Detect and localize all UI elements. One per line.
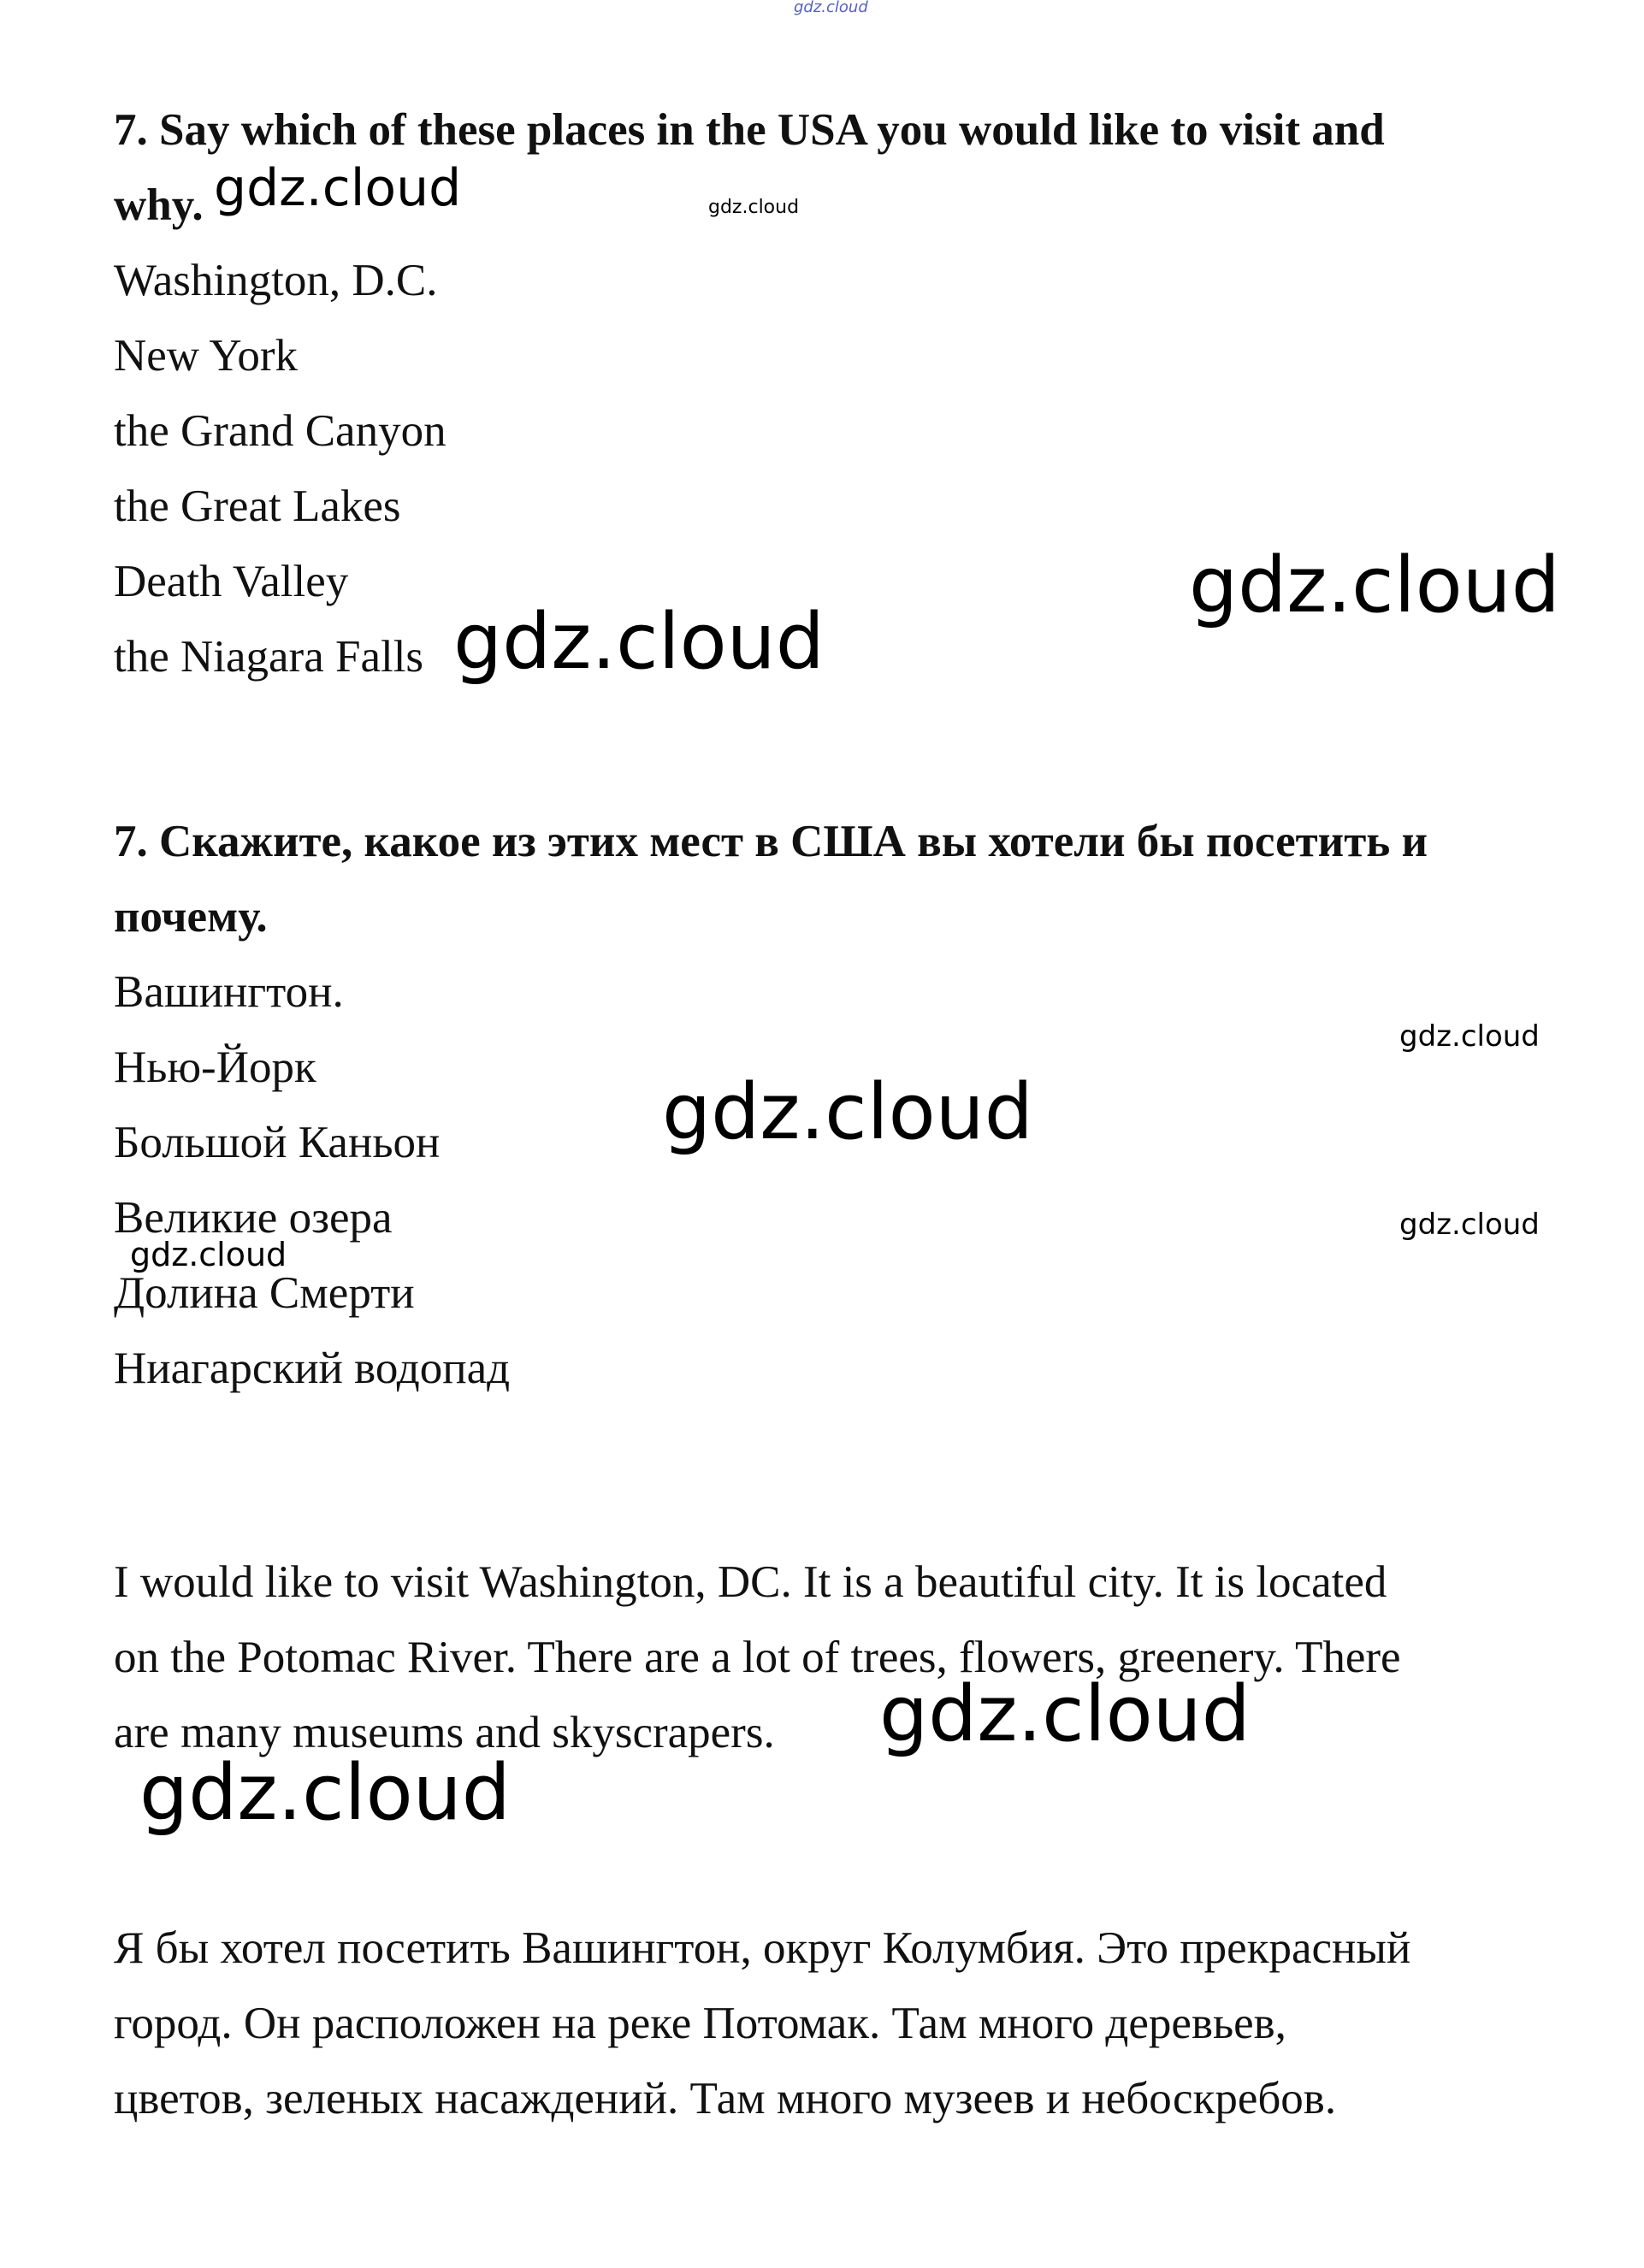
exercise-ru-title-line-1: 7. Скажите, какое из этих мест в США вы хотели бы посетить и <box>114 817 1428 866</box>
place-ru-great-lakes: Великие озера <box>114 1193 393 1243</box>
watermark: gdz.cloud <box>1399 1019 1540 1054</box>
watermark: gdz.cloud <box>1189 540 1560 630</box>
watermark: gdz.cloud <box>708 197 800 218</box>
place-death-valley: Death Valley <box>114 557 349 606</box>
watermark: gdz.cloud <box>214 158 462 218</box>
watermark: gdz.cloud <box>662 1067 1033 1157</box>
watermark: gdz.cloud <box>1399 1208 1540 1242</box>
place-ru-death-valley: Долина Смерти <box>114 1268 415 1318</box>
exercise-ru-title-line-2: почему. <box>114 892 268 942</box>
watermark: gdz.cloud <box>879 1669 1251 1759</box>
answer-en-line-2: on the Potomac River. There are a lot of trees, flowers, greenery. There <box>114 1633 1401 1682</box>
watermark: gdz.cloud <box>453 597 825 687</box>
watermark-top: gdz.cloud <box>794 0 868 16</box>
place-ru-washington: Вашингтон. <box>114 967 344 1017</box>
place-niagara-falls: the Niagara Falls <box>114 632 424 682</box>
answer-ru-line-3: цветов, зеленых насаждений. Там много музеев и небоскребов. <box>114 2074 1337 2123</box>
watermark: gdz.cloud <box>130 1236 287 1273</box>
answer-ru-line-2: город. Он расположен на реке Потомак. Там много деревьев, <box>114 1999 1286 2048</box>
answer-en-line-3: are many museums and skyscrapers. <box>114 1708 775 1757</box>
place-new-york: New York <box>114 331 298 381</box>
exercise-en-title-line-2: why. <box>114 180 204 230</box>
place-ru-niagara-falls: Ниагарский водопад <box>114 1344 511 1393</box>
place-great-lakes: the Great Lakes <box>114 481 401 531</box>
answer-ru-line-1: Я бы хотел посетить Вашингтон, округ Колумбия. Это прекрасный <box>114 1923 1411 1973</box>
watermark: gdz.cloud <box>139 1748 511 1838</box>
place-grand-canyon: the Grand Canyon <box>114 406 446 456</box>
place-ru-new-york: Нью-Йорк <box>114 1042 316 1092</box>
place-ru-grand-canyon: Большой Каньон <box>114 1118 441 1167</box>
place-washington: Washington, D.C. <box>114 256 438 305</box>
exercise-en-title-line-1: 7. Say which of these places in the USA you would like to visit and <box>114 105 1385 155</box>
answer-en-line-1: I would like to visit Washington, DC. It is a beautiful city. It is located <box>114 1557 1387 1607</box>
